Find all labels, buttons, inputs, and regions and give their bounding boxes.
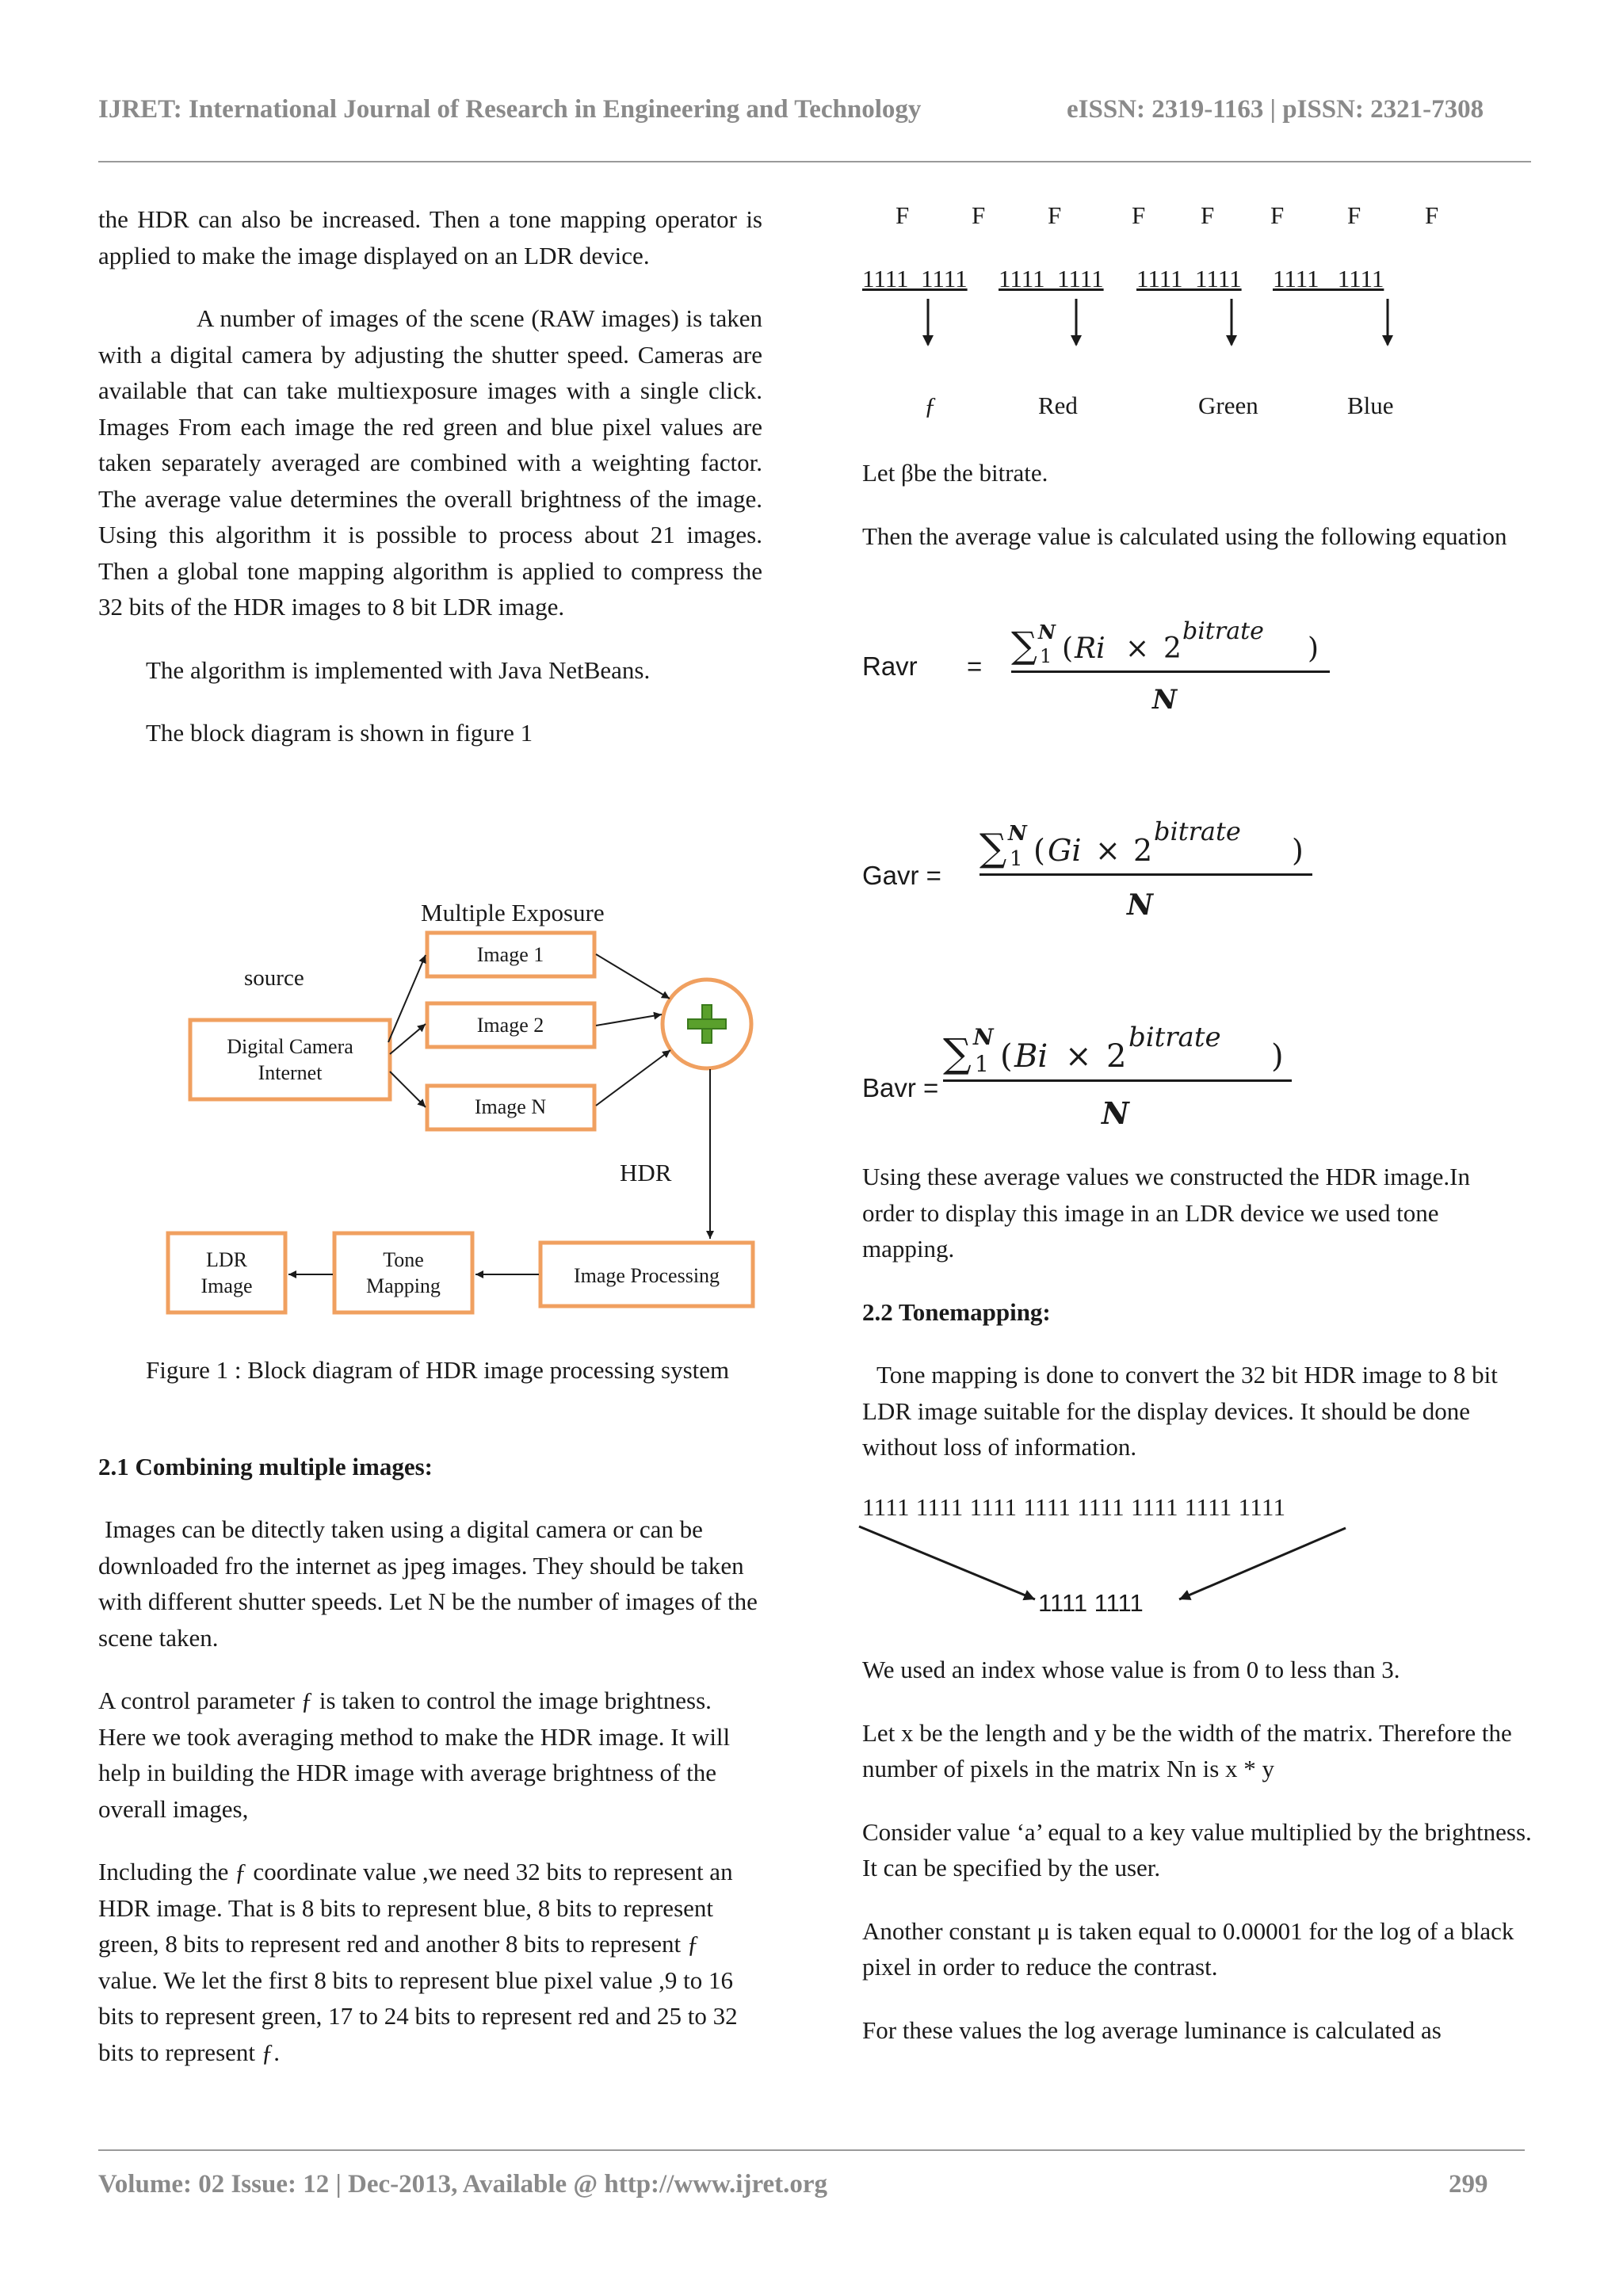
- right-column-top: [862, 455, 1528, 581]
- svg-text:(: (: [1062, 632, 1074, 665]
- svg-text:): ): [1292, 833, 1304, 868]
- paragraph-control-parameter: A control parameter ƒ is taken to control the image brightness. Here we took averaging method to make the HDR image. It will help in building the HDR image with average brightness of the overall images,: [98, 1687, 731, 1823]
- svg-text:N: N: [1102, 1095, 1129, 1131]
- svg-text:bitrate: bitrate: [1182, 617, 1264, 645]
- paragraph-raw-images: A number of images of the scene (RAW images) is taken with a digital camera by adjusting the shutter speed. Cameras are available that can take multiexposure images with a single click. Images From each image the red green and blue pixel values are taken separately averaged are combined with a weighting factor. The average value determines the overall brightness of the image. Using this algorithm it is possible to process about 21 images. Then a global tone mapping algorithm is applied to compress the 32 bits of the HDR images to 8 bit LDR image.: [98, 304, 762, 621]
- paragraph-java: The algorithm is implemented with Java NetBeans.: [146, 655, 651, 684]
- left-column: [98, 201, 762, 778]
- tone-label-2: Mapping: [366, 1274, 441, 1297]
- paragraph-key-value: Consider value ‘a’ equal to a key value multiplied by the brightness. It can be specified by the user.: [862, 1817, 1532, 1881]
- paragraph-tone-mapping: Tone mapping is done to convert the 32 bit HDR image to 8 bit LDR image suitable for the display devices. It should be done without loss of information.: [862, 1361, 1498, 1461]
- gavr-formula: [975, 810, 1323, 929]
- f-letter: F: [1132, 201, 1146, 229]
- f-letter: F: [1347, 201, 1361, 229]
- svg-text:(: (: [1033, 833, 1045, 868]
- bavr-formula: [938, 1014, 1303, 1141]
- ldr-label-1: LDR: [206, 1248, 247, 1271]
- svg-text:×: ×: [1065, 1038, 1092, 1075]
- f-letter: F: [1425, 201, 1439, 229]
- ravr-formula: [1006, 610, 1339, 721]
- paragraph-log-average: For these values the log average luminance is calculated as: [862, 2015, 1442, 2044]
- journal-title: IJRET: International Journal of Research in Engineering and Technology: [98, 95, 922, 124]
- bavr-var: Bi: [1014, 1038, 1048, 1075]
- figure-caption: Figure 1 : Block diagram of HDR image processing system: [146, 1356, 730, 1384]
- paragraph-average-equation: Then the average value is calculated using the following equation: [862, 521, 1507, 550]
- paragraph-using-averages: Using these average values we constructed the HDR image.In order to display this image in an LDR device we used tone mapping.: [862, 1163, 1470, 1263]
- ldr-box: [168, 1233, 285, 1312]
- camera-label-2: Internet: [258, 1061, 323, 1084]
- paragraph-block-diagram: The block diagram is shown in figure 1: [146, 719, 533, 747]
- paragraph-32-bits: Including the ƒ coordinate value ,we need 32 bits to represent an HDR image. That is 8 bits to represent blue, 8 bits to represent green, 8 bits to represent red and another 8 bits to represent ƒ value. We let the first 8 bits to represent blue pixel value ,9 to 16 bits to represent green, 17 to 24 bits to represent red and 25 to 32 bits to represent ƒ.: [98, 1858, 738, 2066]
- svg-text:N: N: [1152, 684, 1178, 716]
- svg-text:∑: ∑: [1011, 624, 1037, 667]
- ldr-label-2: Image: [200, 1274, 253, 1297]
- svg-text:N: N: [1008, 822, 1027, 846]
- bits-32: 1111 1111 1111 1111 1111 1111 1111 1111: [862, 1493, 1286, 1521]
- f-letter: F: [1048, 201, 1062, 229]
- svg-text:N: N: [973, 1024, 994, 1050]
- svg-text:(: (: [1000, 1038, 1013, 1075]
- svg-text:2: 2: [1163, 632, 1182, 665]
- svg-text:∑: ∑: [980, 826, 1007, 870]
- svg-text:): ): [1308, 632, 1319, 665]
- bit-group-blue: 1111 1111: [1273, 265, 1384, 292]
- paragraph-hdr-increase: the HDR can also be increased. Then a tone mapping operator is applied to make the image displayed on an LDR device.: [98, 205, 762, 269]
- source-label: source: [244, 965, 304, 991]
- paragraph-bitrate: Let βbe the bitrate.: [862, 459, 1048, 487]
- paragraph-images-taken: Images can be ditectly taken using a digital camera or can be downloaded fro the internet as jpeg images. They should be taken with different shutter speeds. Let N be the number of images of the scene taken.: [98, 1515, 758, 1652]
- gavr-label: Gavr =: [862, 861, 941, 890]
- image2-label: Image 2: [476, 1014, 544, 1037]
- section-2-1-title: 2.1 Combining multiple images:: [98, 1452, 433, 1480]
- paragraph-index: We used an index whose value is from 0 to less than 3.: [862, 1656, 1400, 1683]
- f-letter: F: [1201, 201, 1215, 229]
- tone-box: [334, 1233, 472, 1312]
- f-letter: F: [896, 201, 910, 229]
- bit-arrows: [862, 297, 1417, 361]
- multiple-exposure-label: Multiple Exposure: [421, 899, 605, 926]
- section-2-2-title: 2.2 Tonemapping:: [862, 1297, 1051, 1326]
- camera-label-1: Digital Camera: [227, 1035, 353, 1058]
- block-diagram-figure: [158, 888, 769, 1331]
- svg-text:2: 2: [1106, 1038, 1127, 1075]
- ravr-label: Ravr: [862, 651, 918, 681]
- tone-label-1: Tone: [383, 1248, 424, 1271]
- svg-text:N: N: [1038, 621, 1056, 644]
- f-letter: F: [972, 201, 986, 229]
- svg-text:1: 1: [1040, 645, 1052, 667]
- bits-8: 1111 1111: [1038, 1589, 1144, 1617]
- channel-green: Green: [1198, 392, 1258, 419]
- ravr-equals: =: [967, 651, 983, 681]
- channel-red: Red: [1038, 392, 1078, 419]
- f-letter: F: [1270, 201, 1285, 229]
- imageN-label: Image N: [474, 1095, 547, 1118]
- bit-group-red: 1111 1111: [999, 265, 1104, 292]
- svg-text:2: 2: [1133, 833, 1153, 868]
- svg-text:×: ×: [1095, 833, 1121, 868]
- svg-text:∑: ∑: [943, 1030, 972, 1076]
- bit-group-f: 1111 1111: [862, 265, 968, 292]
- ravr-var: Ri: [1075, 632, 1106, 665]
- bavr-label: Bavr =: [862, 1073, 939, 1102]
- svg-text:bitrate: bitrate: [1128, 1022, 1221, 1053]
- right-column-bottom: [862, 1652, 1544, 2075]
- svg-text:N: N: [1127, 888, 1153, 922]
- right-column-mid: [862, 1159, 1528, 1492]
- image1-label: Image 1: [476, 943, 544, 966]
- left-column-lower: [98, 1352, 762, 2097]
- paragraph-matrix: Let x be the length and y be the width of the matrix. Therefore the number of pixels in the matrix Nn is x * y: [862, 1718, 1512, 1782]
- issn: eISSN: 2319-1163 | pISSN: 2321-7308: [1067, 95, 1484, 124]
- svg-text:×: ×: [1125, 632, 1150, 665]
- paragraph-mu: Another constant μ is taken equal to 0.00001 for the log of a black pixel in order to reduce the contrast.: [862, 1916, 1514, 1981]
- svg-text:bitrate: bitrate: [1154, 816, 1241, 846]
- channel-blue: Blue: [1347, 392, 1394, 419]
- svg-text:1: 1: [1010, 847, 1023, 871]
- footer-volume: Volume: 02 Issue: 12 | Dec-2013, Available @ http://www.ijret.org: [98, 2170, 828, 2199]
- page-number: 299: [1449, 2170, 1488, 2199]
- svg-text:): ): [1271, 1038, 1284, 1075]
- bit-group-green: 1111 1111: [1136, 265, 1242, 292]
- footer-rule: [98, 2149, 1525, 2151]
- processing-label: Image Processing: [573, 1264, 720, 1287]
- svg-text:1: 1: [975, 1051, 989, 1077]
- camera-box: [190, 1020, 390, 1099]
- gavr-var: Gi: [1048, 833, 1082, 868]
- channel-f: ƒ: [924, 392, 937, 419]
- header-rule: [98, 161, 1531, 162]
- hdr-label: HDR: [620, 1159, 672, 1186]
